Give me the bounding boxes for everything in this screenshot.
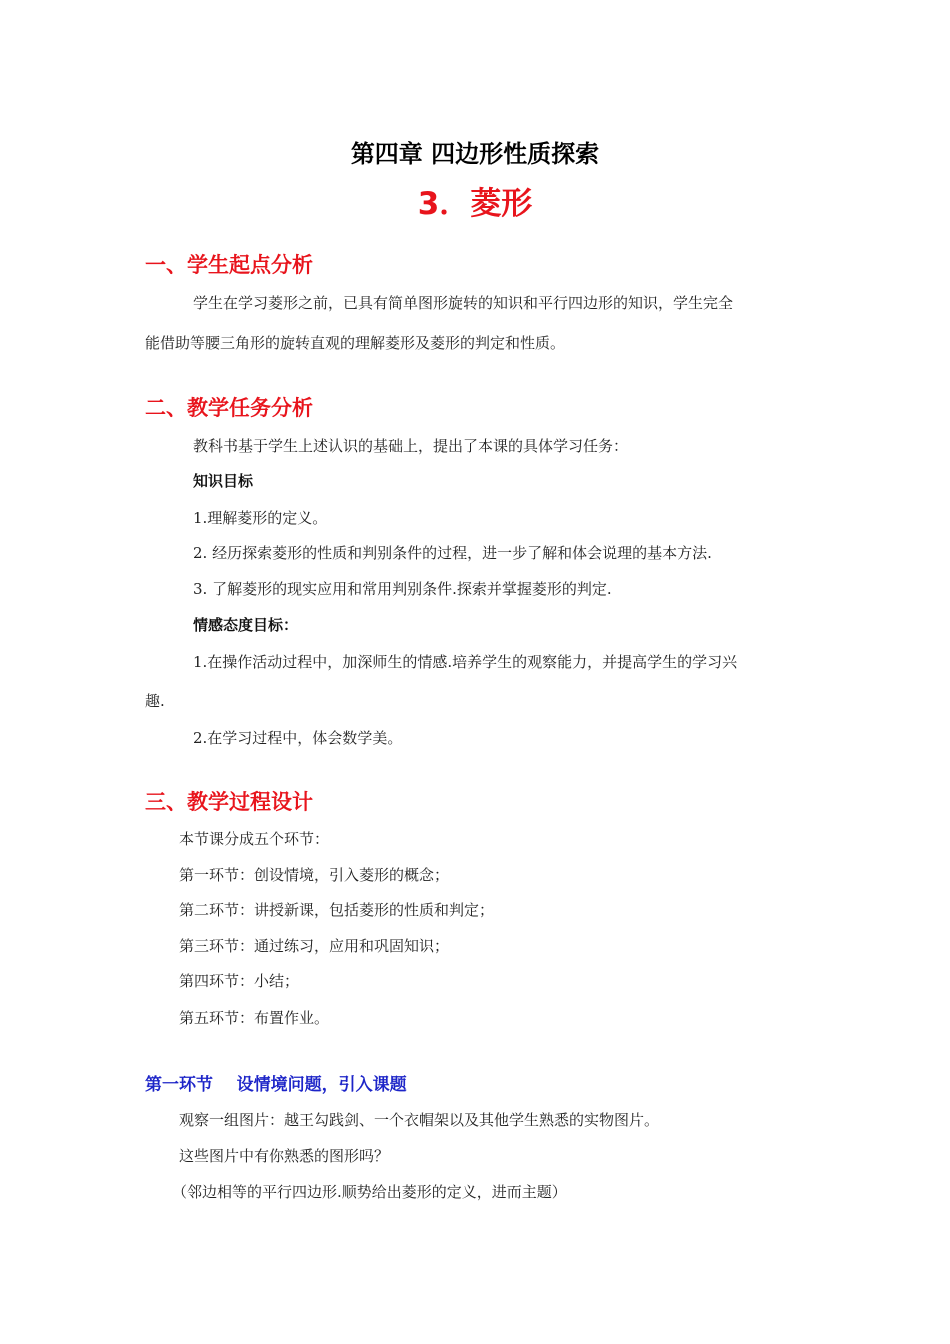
knowledge-item: 1.理解菱形的定义。 (193, 509, 328, 527)
section1-para-line2: 能借助等腰三角形的旋转直观的理解菱形及菱形的判定和性质。 (145, 334, 566, 352)
chapter-title: 第四章 四边形性质探索 (350, 140, 600, 168)
process-step: 第三环节：通过练习，应用和巩固知识； (179, 937, 450, 955)
emotion-item-line2: 趣. (145, 692, 165, 710)
section3-heading: 三、教学过程设计 (145, 790, 313, 814)
emotion-item: 2.在学习过程中，体会数学美。 (193, 729, 403, 747)
knowledge-item: 2. 经历探索菱形的性质和判别条件的过程，进一步了解和体会说理的基本方法. (193, 544, 712, 562)
section1-heading: 一、学生起点分析 (145, 253, 313, 277)
section2-intro: 教科书基于学生上述认识的基础上，提出了本课的具体学习任务： (193, 437, 629, 455)
section2-heading: 二、教学任务分析 (145, 396, 313, 420)
step1-line: （邻边相等的平行四边形.顺势给出菱形的定义，进而主题） (172, 1183, 567, 1201)
section3-intro: 本节课分成五个环节： (179, 830, 330, 848)
process-step: 第四环节：小结； (179, 972, 300, 990)
step1-line: 这些图片中有你熟悉的图形吗？ (179, 1147, 390, 1165)
process-step: 第五环节：布置作业。 (179, 1009, 330, 1027)
knowledge-item: 3. 了解菱形的现实应用和常用判别条件.探索并掌握菱形的判定. (193, 580, 612, 598)
process-step: 第二环节：讲授新课，包括菱形的性质和判定； (179, 901, 495, 919)
section1-para-line1: 学生在学习菱形之前，已具有简单图形旋转的知识和平行四边形的知识，学生完全 (193, 294, 734, 312)
lesson-title: 3．菱形 (417, 186, 533, 222)
knowledge-goal-title: 知识目标 (193, 472, 254, 490)
emotion-goal-title: 情感态度目标： (193, 616, 299, 634)
emotion-item-line1: 1.在操作活动过程中，加深师生的情感.培养学生的观察能力，并提高学生的学习兴 (193, 653, 738, 671)
process-step: 第一环节：创设情境，引入菱形的概念； (179, 866, 450, 884)
step1-line: 观察一组图片：越王勾践剑、一个衣帽架以及其他学生熟悉的实物图片。 (179, 1111, 660, 1129)
step1-heading: 第一环节 设情境问题，引入课题 (145, 1075, 407, 1095)
